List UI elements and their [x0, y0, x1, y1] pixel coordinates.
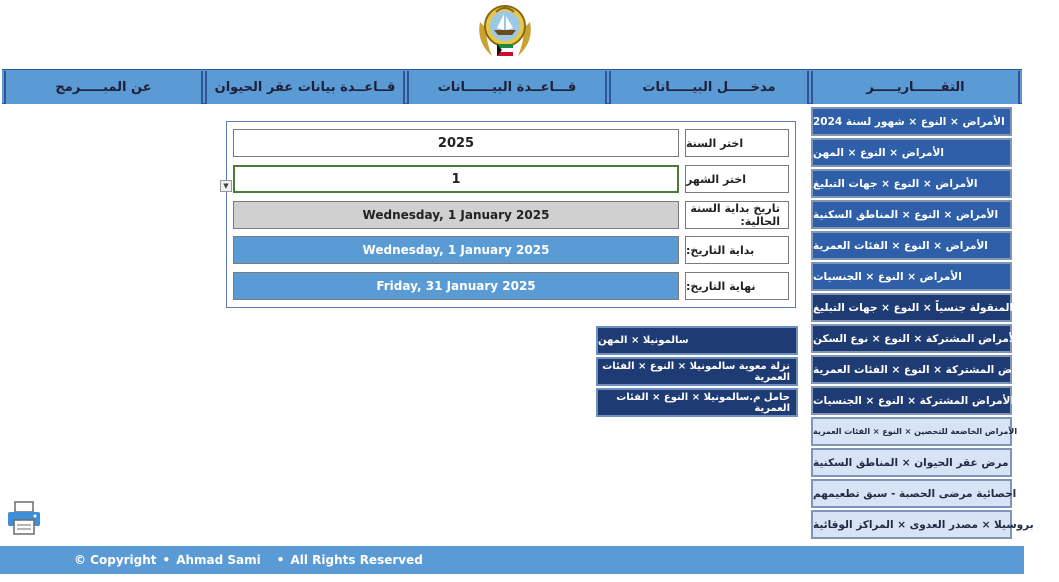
rights-text: All Rights Reserved: [290, 553, 423, 567]
report-button-3[interactable]: الأمراض × النوع × جهات التبليغ: [811, 169, 1012, 198]
report-button-13[interactable]: احصائية مرضى الحصبة - سبق تطعيمهم: [811, 479, 1012, 508]
start-date-value: Wednesday, 1 January 2025: [233, 236, 679, 264]
report-button-5[interactable]: الأمراض × النوع × الفئات العمرية: [811, 231, 1012, 260]
report-button-8[interactable]: الأمراض المشتركة × النوع × نوع السكن: [811, 324, 1012, 353]
end-date-label: نهاية التاريخ:: [685, 272, 789, 300]
report-button-9[interactable]: الأمراض المشتركة × النوع × الفئات العمرية: [811, 355, 1012, 384]
report-button-10[interactable]: الأمراض المشتركة × النوع × الجنسيات: [811, 386, 1012, 415]
printer-icon[interactable]: [6, 500, 42, 536]
kuwait-emblem-logo: [472, 2, 538, 64]
bullet-1: •: [162, 553, 171, 567]
nav-reports-tab[interactable]: التقــــــاريـــــر: [811, 71, 1020, 104]
copyright-text: © Copyright: [74, 553, 157, 567]
author-name: Ahmad Sami: [176, 553, 261, 567]
start-date-label: بداية التاريخ:: [685, 236, 789, 264]
nav-animal-bite-database-tab[interactable]: قــاعــدة بيانات عقر الحيوان: [205, 71, 405, 104]
year-start-value: Wednesday, 1 January 2025: [233, 201, 679, 229]
report-button-6[interactable]: الأمراض × النوع × الجنسيات: [811, 262, 1012, 291]
main-navbar: [2, 69, 1022, 104]
month-dropdown-arrow-icon[interactable]: ▼: [220, 180, 232, 192]
report-button-14[interactable]: بروسيلا × مصدر العدوى × المراكز الوقائية: [811, 510, 1012, 539]
year-input[interactable]: 2025: [233, 129, 679, 157]
report-button-2[interactable]: الأمراض × النوع × المهن: [811, 138, 1012, 167]
report-button-12[interactable]: مرض عقر الحيوان × المناطق السكنية: [811, 448, 1012, 477]
bullet-2: •: [276, 553, 285, 567]
nav-about-programmer-tab[interactable]: عن المبـــــرمج: [4, 71, 203, 104]
end-date-value: Friday, 31 January 2025: [233, 272, 679, 300]
nav-database-tab[interactable]: قـــاعــدة البيــــــانات: [407, 71, 607, 104]
report-button-7[interactable]: الأمراض المنقولة جنسياً × النوع × جهات التبليغ: [811, 293, 1012, 322]
month-label: اختر الشهر: [685, 165, 789, 193]
nav-data-entry-tab[interactable]: مدخـــــل البيـــــانات: [609, 71, 809, 104]
report-button-4[interactable]: الأمراض × النوع × المناطق السكنية: [811, 200, 1012, 229]
year-label: اختر السنة: [685, 129, 789, 157]
year-start-label: تاريخ بداية السنة الحالية:: [685, 201, 789, 229]
report-button-1[interactable]: الأمراض × النوع × شهور لسنة 2024: [811, 107, 1012, 136]
salmonella-gastro-age-button[interactable]: نزلة معوية سالمونيلا × النوع × الفئات العمرية: [596, 357, 798, 386]
date-filter-panel: [226, 121, 796, 308]
month-select[interactable]: 1: [233, 165, 679, 193]
salmonella-carrier-age-button[interactable]: حامل م.سالمونيلا × النوع × الفئات العمرية: [596, 388, 798, 417]
report-button-11[interactable]: الأمراض الخاضعة للتحصين × النوع × الفئات العمرية: [811, 417, 1012, 446]
salmonella-occupations-button[interactable]: سالمونيلا × المهن: [596, 326, 798, 355]
footer-bar: [0, 546, 1024, 574]
